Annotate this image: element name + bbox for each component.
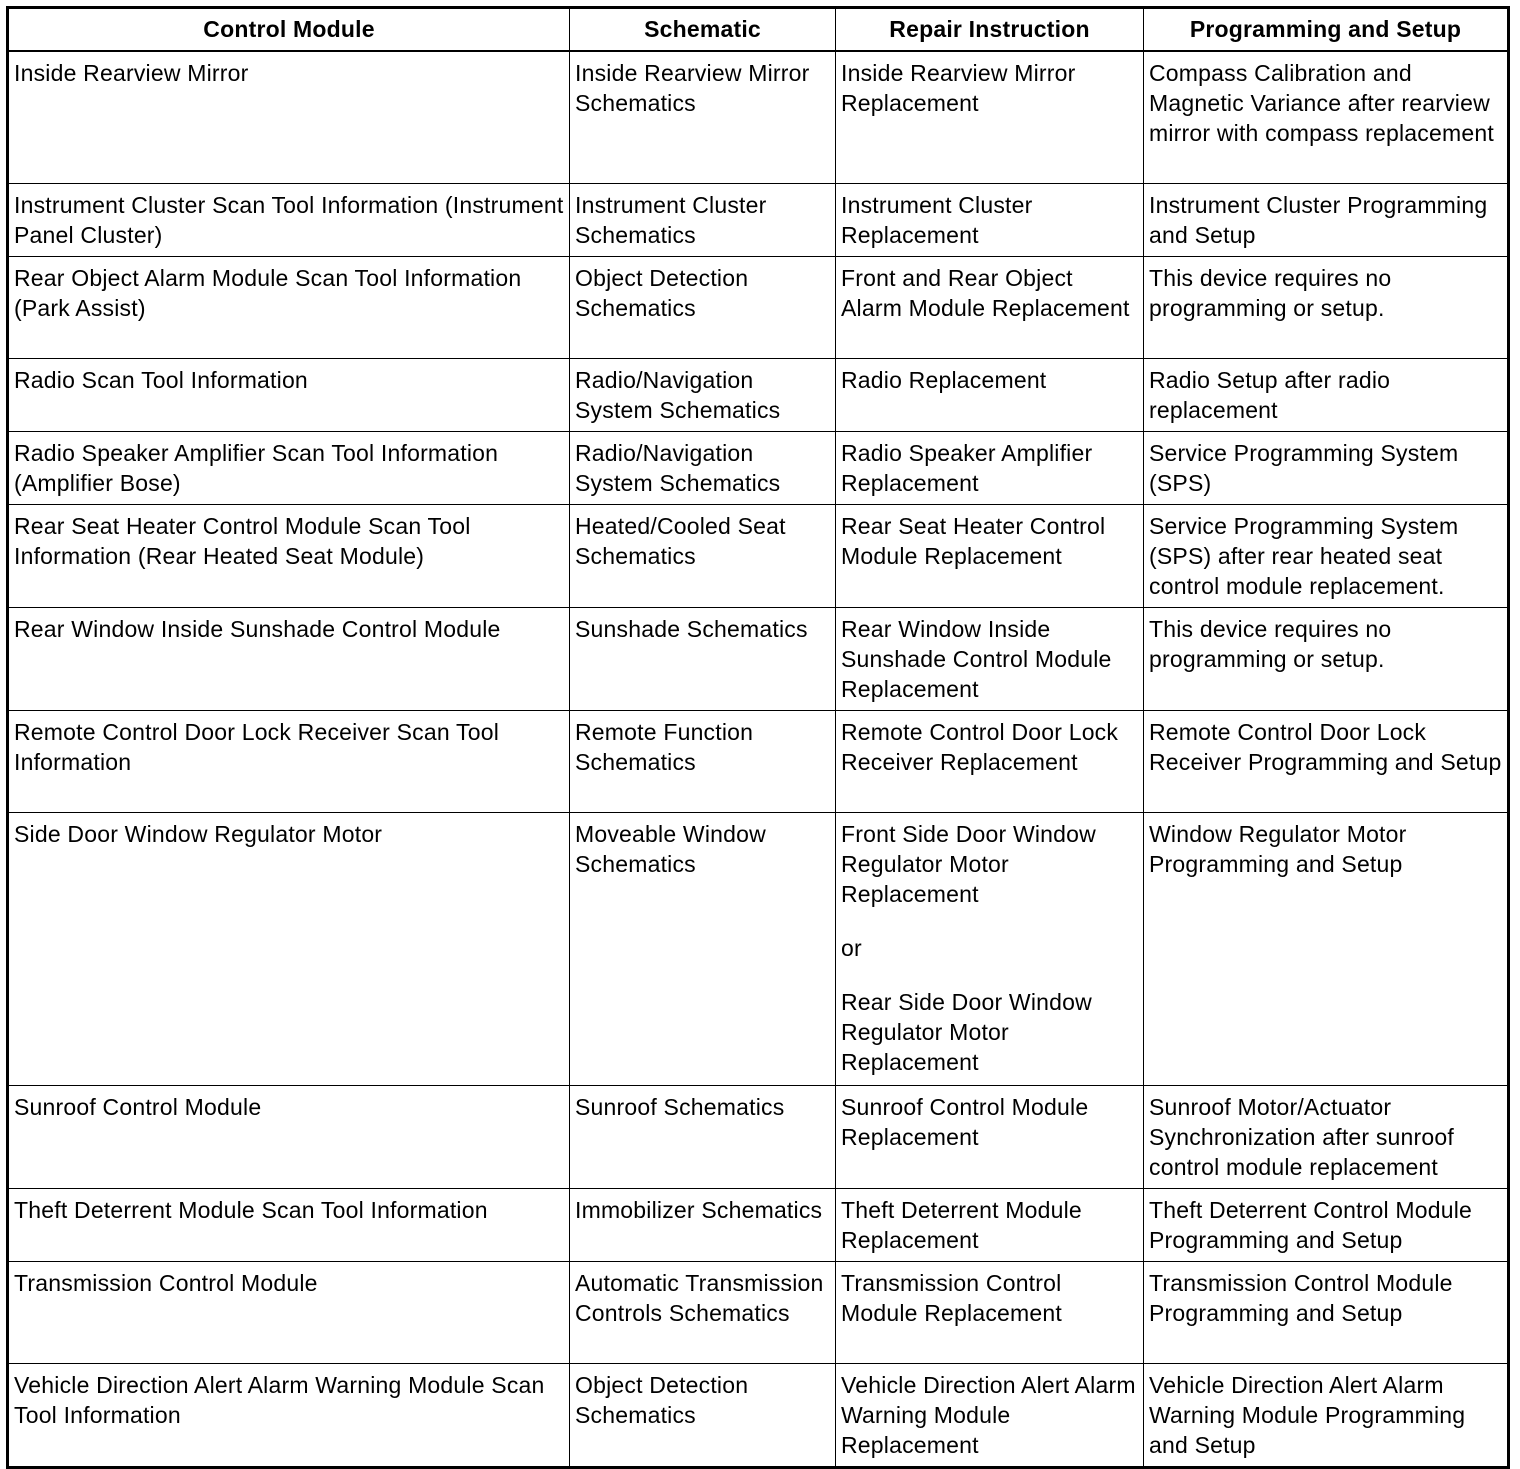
cell-schematic: Moveable Window Schematics: [570, 812, 836, 1085]
header-control-module: Control Module: [8, 8, 570, 52]
cell-control-module: Transmission Control Module: [8, 1261, 570, 1363]
cell-repair-instruction: Transmission Control Module Replacement: [836, 1261, 1144, 1363]
cell-programming-setup: Radio Setup after radio replacement: [1144, 358, 1509, 431]
cell-control-module: Vehicle Direction Alert Alarm Warning Module Scan Tool Information: [8, 1363, 570, 1467]
cell-schematic: Instrument Cluster Schematics: [570, 183, 836, 256]
cell-control-module: Remote Control Door Lock Receiver Scan Tool Information: [8, 710, 570, 812]
table-header: [8, 8, 1509, 52]
cell-control-module: Radio Scan Tool Information: [8, 358, 570, 431]
header-repair-instruction: Repair Instruction: [836, 8, 1144, 52]
header-schematic: Schematic: [570, 8, 836, 52]
cell-control-module: Sunroof Control Module: [8, 1085, 570, 1188]
table-row: [8, 358, 1509, 431]
table-row: [8, 183, 1509, 256]
cell-programming-setup: Instrument Cluster Programming and Setup: [1144, 183, 1509, 256]
cell-programming-setup: Window Regulator Motor Programming and Setup: [1144, 812, 1509, 1085]
cell-schematic: Heated/Cooled Seat Schematics: [570, 504, 836, 607]
cell-programming-setup: Compass Calibration and Magnetic Variance after rearview mirror with compass replacement: [1144, 51, 1509, 183]
cell-control-module: Rear Object Alarm Module Scan Tool Information (Park Assist): [8, 256, 570, 358]
cell-control-module: Rear Seat Heater Control Module Scan Tool Information (Rear Heated Seat Module): [8, 504, 570, 607]
cell-repair-instruction: Front and Rear Object Alarm Module Replacement: [836, 256, 1144, 358]
table-body: [8, 51, 1509, 1467]
cell-programming-setup: Transmission Control Module Programming and Setup: [1144, 1261, 1509, 1363]
table-row: [8, 1085, 1509, 1188]
cell-control-module: Rear Window Inside Sunshade Control Module: [8, 607, 570, 710]
cell-control-module: Inside Rearview Mirror: [8, 51, 570, 183]
cell-programming-setup: Service Programming System (SPS) after rear heated seat control module replacement.: [1144, 504, 1509, 607]
cell-schematic: Object Detection Schematics: [570, 256, 836, 358]
cell-schematic: Object Detection Schematics: [570, 1363, 836, 1467]
cell-programming-setup: Remote Control Door Lock Receiver Programming and Setup: [1144, 710, 1509, 812]
cell-schematic: Remote Function Schematics: [570, 710, 836, 812]
header-programming-setup: Programming and Setup: [1144, 8, 1509, 52]
cell-programming-setup: This device requires no programming or setup.: [1144, 607, 1509, 710]
cell-repair-instruction: Remote Control Door Lock Receiver Replacement: [836, 710, 1144, 812]
cell-repair-instruction: Radio Speaker Amplifier Replacement: [836, 431, 1144, 504]
cell-programming-setup: Sunroof Motor/Actuator Synchronization after sunroof control module replacement: [1144, 1085, 1509, 1188]
cell-repair-instruction: Rear Seat Heater Control Module Replacement: [836, 504, 1144, 607]
cell-repair-instruction: Radio Replacement: [836, 358, 1144, 431]
cell-schematic: Immobilizer Schematics: [570, 1188, 836, 1261]
cell-schematic: Sunshade Schematics: [570, 607, 836, 710]
table-row: [8, 1363, 1509, 1467]
cell-schematic: Inside Rearview Mirror Schematics: [570, 51, 836, 183]
cell-schematic: Radio/Navigation System Schematics: [570, 358, 836, 431]
cell-repair-instruction: Theft Deterrent Module Replacement: [836, 1188, 1144, 1261]
cell-control-module: Theft Deterrent Module Scan Tool Information: [8, 1188, 570, 1261]
cell-repair-instruction: Instrument Cluster Replacement: [836, 183, 1144, 256]
repair-instruction-or: or: [841, 934, 862, 961]
table-row: [8, 504, 1509, 607]
repair-instruction-front: Front Side Door Window Regulator Motor Replacement: [841, 820, 1096, 907]
table-row: [8, 51, 1509, 183]
cell-repair-instruction: [836, 812, 1144, 1085]
cell-repair-instruction: Inside Rearview Mirror Replacement: [836, 51, 1144, 183]
cell-programming-setup: This device requires no programming or setup.: [1144, 256, 1509, 358]
table-row: [8, 1261, 1509, 1363]
table-row: [8, 812, 1509, 1085]
control-module-table: [6, 6, 1510, 1469]
table-row: [8, 256, 1509, 358]
cell-schematic: Radio/Navigation System Schematics: [570, 431, 836, 504]
cell-schematic: Automatic Transmission Controls Schematics: [570, 1261, 836, 1363]
table-row: [8, 1188, 1509, 1261]
header-row: [8, 8, 1509, 52]
cell-programming-setup: Service Programming System (SPS): [1144, 431, 1509, 504]
cell-schematic: Sunroof Schematics: [570, 1085, 836, 1188]
cell-repair-instruction: Sunroof Control Module Replacement: [836, 1085, 1144, 1188]
cell-programming-setup: Theft Deterrent Control Module Programming and Setup: [1144, 1188, 1509, 1261]
cell-control-module: Side Door Window Regulator Motor: [8, 812, 570, 1085]
cell-repair-instruction: Vehicle Direction Alert Alarm Warning Module Replacement: [836, 1363, 1144, 1467]
cell-control-module: Radio Speaker Amplifier Scan Tool Information (Amplifier Bose): [8, 431, 570, 504]
table-row: [8, 710, 1509, 812]
cell-control-module: Instrument Cluster Scan Tool Information (Instrument Panel Cluster): [8, 183, 570, 256]
cell-programming-setup: Vehicle Direction Alert Alarm Warning Module Programming and Setup: [1144, 1363, 1509, 1467]
cell-repair-instruction: Rear Window Inside Sunshade Control Module Replacement: [836, 607, 1144, 710]
table-row: [8, 431, 1509, 504]
repair-instruction-rear: Rear Side Door Window Regulator Motor Replacement: [841, 988, 1092, 1075]
table-row: [8, 607, 1509, 710]
